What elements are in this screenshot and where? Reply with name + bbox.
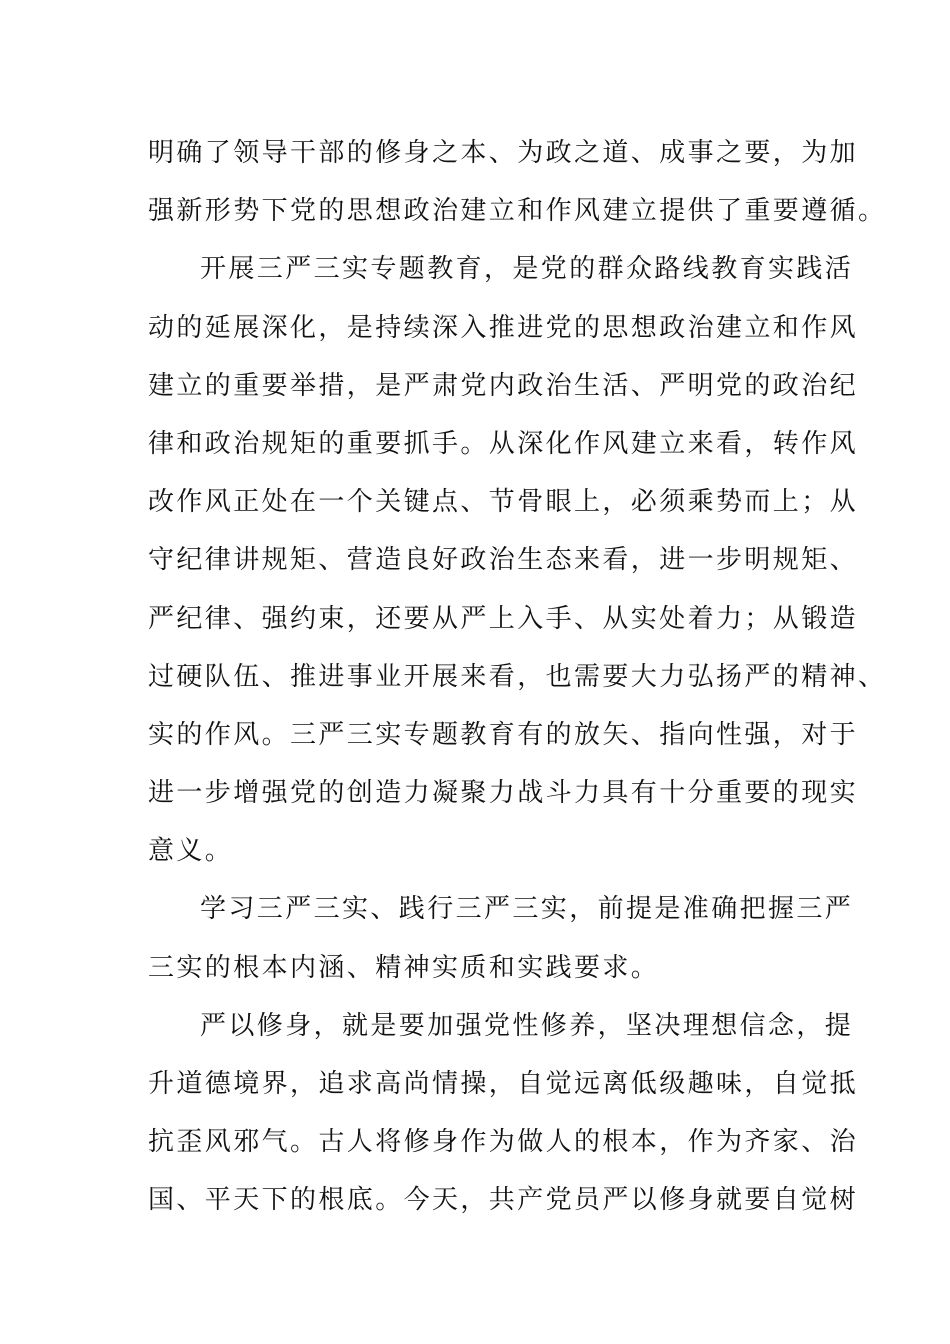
text-line: 三实的根本内涵、精神实质和实践要求。 <box>148 952 660 983</box>
text-line: 严以修身，就是要加强党性修养，坚决理想信念，提 <box>200 1010 854 1041</box>
text-line: 过硬队伍、推进事业开展来看，也需要大力弘扬严的精神、 <box>148 661 887 692</box>
text-line: 实的作风。三严三实专题教育有的放矢、指向性强，对于 <box>148 719 859 750</box>
text-line: 建立的重要举措，是严肃党内政治生活、严明党的政治纪 <box>148 370 859 401</box>
text-line: 动的延展深化，是持续深入推进党的思想政治建立和作风 <box>148 312 859 343</box>
text-line: 改作风正处在一个关键点、节骨眼上，必须乘势而上；从 <box>148 487 859 518</box>
text-line: 开展三严三实专题教育，是党的群众路线教育实践活 <box>200 254 854 285</box>
text-line: 明确了领导干部的修身之本、为政之道、成事之要，为加 <box>148 138 859 168</box>
text-line: 强新形势下党的思想政治建立和作风建立提供了重要遵循。 <box>148 196 887 227</box>
text-line: 抗歪风邪气。古人将修身作为做人的根本，作为齐家、治 <box>148 1127 859 1158</box>
text-line: 律和政治规矩的重要抓手。从深化作风建立来看，转作风 <box>148 428 859 459</box>
text-line: 学习三严三实、践行三严三实，前提是准确把握三严 <box>200 894 854 925</box>
text-line: 升道德境界，追求高尚情操，自觉远离低级趣味，自觉抵 <box>148 1069 859 1099</box>
text-line: 严纪律、强约束，还要从严上入手、从实处着力；从锻造 <box>148 603 859 634</box>
text-line: 进一步增强党的创造力凝聚力战斗力具有十分重要的现实 <box>148 778 859 809</box>
text-line: 守纪律讲规矩、营造良好政治生态来看，进一步明规矩、 <box>148 545 859 576</box>
document-body <box>148 124 887 1230</box>
text-line: 意义。 <box>148 836 234 867</box>
text-line: 国、平天下的根底。今天，共产党员严以修身就要自觉树 <box>148 1185 859 1216</box>
